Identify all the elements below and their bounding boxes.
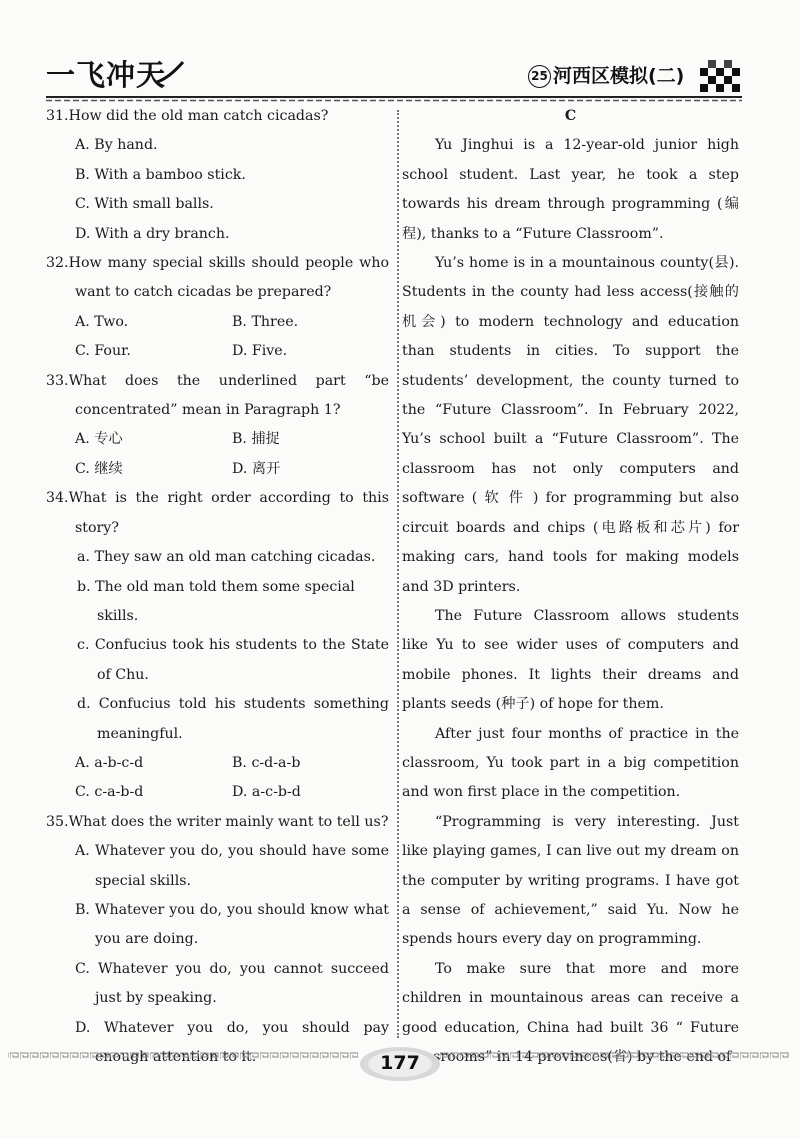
passage-paragraph: After just four months of practice in the classroom, Yu took part in a big competition and won first place in the competition. [402, 725, 739, 801]
question-33 [46, 367, 389, 485]
question-stem: 34.What is the right order according to this story? [46, 490, 389, 536]
passage-paragraph: Yu’s home is in a mountainous county(县). Students in the county had less access(接触的机会) to modern technology and education than students in cities. To support the students’ development, the county turned to the “Future Classroom”. In February 2022, Yu’s school built a “Future Classroom”. The classroom has not only computers and software ( 软 件 ) for programming but also circuit boards and chips (电路板和芯片) for making cars, hand tools for making models and 3D printers. [402, 255, 739, 595]
option-a: A. 专心 [75, 431, 123, 448]
option-b: B. Three. [232, 313, 299, 330]
passage-paragraph: “Programming is very interesting. Just like playing games, I can live out my dream on the computer by writing programs. I have got a sense of achievement,” said Yu. Now he spends hours every day on programming. [402, 813, 739, 948]
option-d: D. With a dry branch. [75, 225, 230, 242]
column-divider [397, 110, 399, 1038]
passage-column [402, 102, 739, 1072]
option-c: C. Whatever you do, you cannot succeed just by speaking. [75, 960, 389, 1007]
option-c: C. c-a-b-d [75, 784, 144, 801]
story-item-c: c. Confucius took his students to the State of Chu. [77, 637, 389, 683]
option-b: B. Whatever you do, you should know what you are doing. [75, 901, 389, 948]
section-label [528, 62, 684, 90]
swoosh-icon [155, 60, 185, 86]
questions-column [46, 102, 389, 1072]
option-b: B. With a bamboo stick. [75, 166, 246, 183]
option-c: C. With small balls. [75, 196, 214, 213]
passage-title: C [564, 108, 577, 124]
question-32 [46, 249, 389, 367]
section-title: 河西区模拟(二) [553, 65, 685, 87]
question-35 [46, 808, 389, 1073]
option-d: D. a-c-b-d [232, 784, 301, 801]
option-a: A. By hand. [75, 137, 158, 154]
option-b: B. 捕捉 [232, 431, 280, 448]
option-c: C. Four. [75, 343, 131, 360]
option-b: B. c-d-a-b [232, 754, 301, 771]
page-number: 177 [380, 1052, 420, 1074]
page-header [0, 0, 800, 108]
story-item-a: a. They saw an old man catching cicadas. [77, 549, 376, 566]
option-a: A. a-b-c-d [75, 754, 144, 771]
story-item-b: b. The old man told them some special skills. [77, 578, 355, 624]
question-stem: 35.What does the writer mainly want to tell us? [46, 813, 389, 830]
brand-logo-text: 一飞冲天 [46, 58, 167, 92]
option-d: D. Whatever you do, you should pay [75, 1019, 389, 1036]
story-item-d: d. Confucius told his students something meaningful. [77, 696, 389, 742]
option-d: D. Five. [232, 343, 288, 360]
question-stem: 33.What does the underlined part “be concentrated” mean in Paragraph 1? [46, 372, 389, 419]
option-d: D. 离开 [232, 460, 281, 477]
question-34 [46, 484, 389, 807]
option-a: A. Two. [75, 313, 129, 330]
question-stem: 31.How did the old man catch cicadas? [46, 108, 329, 124]
passage-paragraph: The Future Classroom allows students like Yu to see wider uses of computers and mobile phones. It lights their dreams and plants seeds (种子) of hope for them. [402, 607, 739, 713]
question-stem: 32.How many special skills should people who want to catch cicadas be prepared? [46, 255, 389, 301]
question-31 [46, 102, 389, 249]
option-c: C. 继续 [75, 460, 123, 477]
passage-paragraph: Yu Jinghui is a 12-year-old junior high school student. Last year, he took a step towards his dream through programming (编程), thanks to a “Future Classroom”. [402, 137, 739, 242]
passage-paragraph: To make sure that more and more children in mountainous areas can receive a good education, China had built 36 “ Future [402, 960, 739, 1036]
checker-pattern-icon [700, 54, 742, 96]
option-a: A. Whatever you do, you should have some special skills. [75, 843, 389, 889]
section-number-badge: 25 [528, 65, 551, 88]
